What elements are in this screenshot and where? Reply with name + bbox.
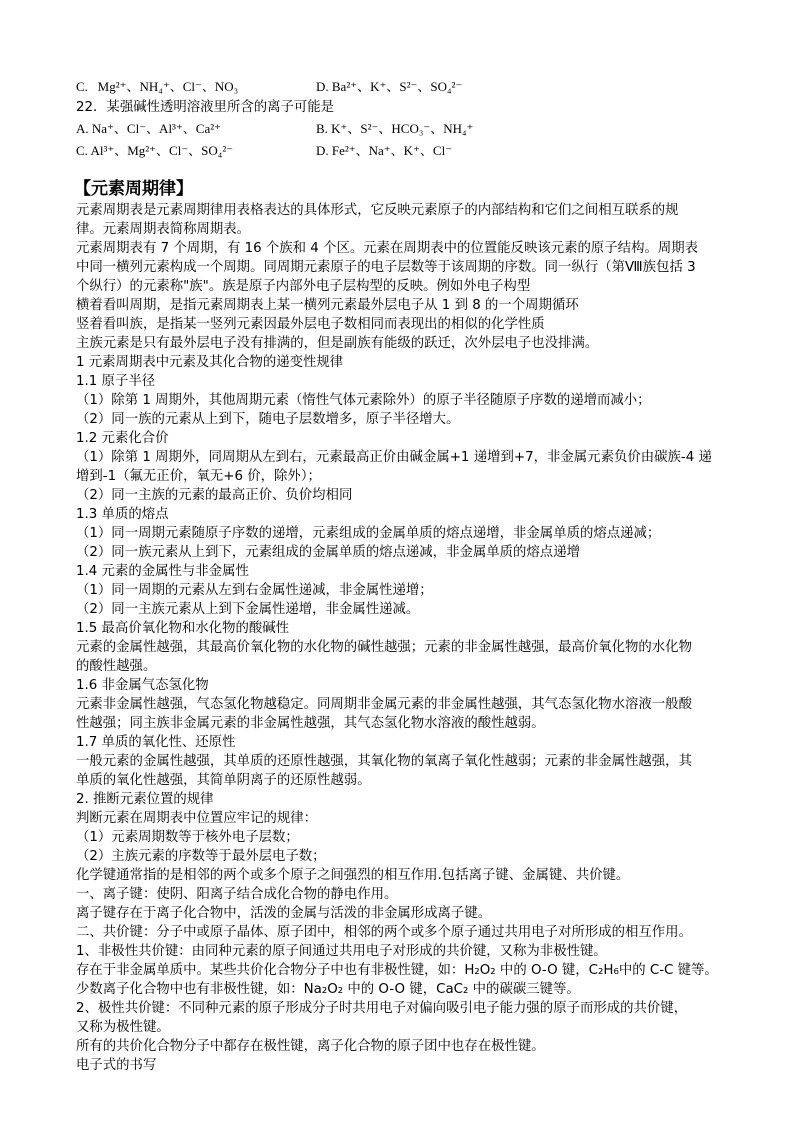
body-line: 又称为极性键。: [76, 1020, 170, 1035]
body-line: 电子式的书写: [76, 1058, 157, 1073]
body-line: 个纵行）的元素称"族"。族是原子内部外电子层构型的反映。例如外电子构型: [76, 279, 531, 294]
body-line: 性越强；同主族非金属元素的非金属性越强，其气态氢化物水溶液的酸性越弱。: [76, 716, 545, 731]
subheading: 1.5 最高价氧化物和水化物的酸碱性: [76, 621, 290, 636]
body-line: 2、极性共价键：不同种元素的原子形成分子时共用电子对偏向吸引电子能力强的原子而形成的共价键，: [76, 1001, 688, 1016]
q22-option-c: C. Al³⁺、Mg²⁺、Cl⁻、SO₄²⁻: [76, 143, 234, 158]
subheading: 1 元素周期表中元素及其化合物的递变性规律: [76, 355, 344, 370]
body-line: 的酸性越强。: [76, 659, 157, 674]
body-line: （1）同一周期的元素从左到右金属性递减，非金属性递增；: [76, 583, 433, 598]
body-line: （2）同一主族的元素的最高正价、负价均相同: [76, 488, 353, 503]
subheading: 1.3 单质的熔点: [76, 507, 169, 522]
body-line: 元素非金属性越强，气态氢化物越稳定。同周期非金属元素的非金属性越强，其气态氢化物水溶液一般酸: [76, 697, 692, 712]
body-line: （1）同一周期元素随原子序数的递增，元素组成的金属单质的熔点递增，非金属单质的熔点递减；: [76, 526, 661, 541]
body-line: 横着看叫周期，是指元素周期表上某一横列元素最外层电子从 1 到 8 的一个周期循环: [76, 298, 579, 313]
body-line: 元素的金属性越强，其最高价氧化物的水化物的碱性越强；元素的非金属性越强，最高价氧化物的水化物: [76, 640, 692, 655]
subheading: 1.1 原子半径: [76, 374, 156, 389]
q21-option-c: C. Mg²⁺、NH₄⁺、Cl⁻、NO₃: [76, 79, 239, 94]
body-line: （2）同一族的元素从上到下，随电子层数增多，原子半径增大。: [76, 412, 460, 427]
body-line: 竖着看叫族，是指某一竖列元素因最外层电子数相同而表现出的相似的化学性质: [76, 317, 545, 332]
body-line: 元素周期表有 7 个周期，有 16 个族和 4 个区。元素在周期表中的位置能反映该元素的原子结构。周期表: [76, 241, 699, 256]
subheading: 2. 推断元素位置的规律: [76, 792, 214, 807]
subheading: 1.2 元素化合价: [76, 431, 169, 446]
body-line: （1）除第 1 周期外，其他周期元素（惰性气体元素除外）的原子半径随原子序数的递增而减小；: [76, 393, 651, 408]
body-line: 化学键通常指的是相邻的两个或多个原子之间强烈的相互作用.包括离子键、金属键、共价键。: [76, 868, 630, 883]
body-line: 少数离子化合物中也有非极性键，如：Na₂O₂ 中的 O-O 键，CaC₂ 中的碳碳三键等。: [76, 982, 580, 997]
body-line: 1、非极性共价键：由同种元素的原子间通过共用电子对形成的共价键，又称为非极性键。: [76, 944, 607, 959]
q22-option-b: B. K⁺、S²⁻、HCO₃⁻、NH₄⁺: [316, 121, 474, 136]
subheading: 1.7 单质的氧化性、还原性: [76, 735, 236, 750]
body-line: 二、共价键：分子中或原子晶体、原子团中，相邻的两个或多个原子通过共用电子对所形成的相互作用。: [76, 925, 692, 940]
body-line: 律。元素周期表简称周期表。: [76, 222, 251, 237]
body-line: 中同一横列元素构成一个周期。同周期元素原子的电子层数等于该周期的序数。同一纵行（第Ⅷ族包括 3: [76, 260, 696, 275]
body-line: 一、离子键：使阴、阳离子结合成化合物的静电作用。: [76, 887, 398, 902]
q22-option-a: A. Na⁺、Cl⁻、Al³⁺、Ca²⁺: [76, 121, 222, 136]
body-line: 增到-1（氟无正价，氧无+6 价，除外）；: [76, 469, 321, 484]
body-line: 元素周期表是元素周期律用表格表达的具体形式，它反映元素原子的内部结构和它们之间相互联系的规: [76, 203, 679, 218]
body-line: （1）除第 1 周期外，同周期从左到右，元素最高正价由碱金属+1 递增到+7，非金属元素负价由碳族-4 递: [76, 450, 712, 465]
q22-stem: 22．某强碱性透明溶液里所含的离子可能是: [76, 100, 335, 115]
body-line: 存在于非金属单质中。某些共价化合物分子中也有非极性键，如：H₂O₂ 中的 O-O 键，C₂H₆中的 C-C 键等。: [76, 963, 718, 978]
subheading: 1.6 非金属气态氢化物: [76, 678, 209, 693]
body-line: 单质的氧化性越强，其简单阴离子的还原性越弱。: [76, 773, 371, 788]
body-line: （2）主族元素的序数等于最外层电子数；: [76, 849, 326, 864]
section-title: 【元素周期律】: [74, 179, 193, 199]
q21-option-d: D. Ba²⁺、K⁺、S²⁻、SO₄²⁻: [316, 79, 463, 94]
body-line: 一般元素的金属性越强，其单质的还原性越强，其氧化物的氧离子氧化性越弱；元素的非金属性越强，其: [76, 754, 692, 769]
subheading: 1.4 元素的金属性与非金属性: [76, 564, 249, 579]
q22-option-d: D. Fe²⁺、Na⁺、K⁺、Cl⁻: [316, 143, 453, 158]
body-line: （2）同一族元素从上到下，元素组成的金属单质的熔点递减，非金属单质的熔点递增: [76, 545, 580, 560]
body-line: 所有的共价化合物分子中都存在极性键，离子化合物的原子团中也存在极性键。: [76, 1039, 545, 1054]
body-line: 判断元素在周期表中位置应牢记的规律：: [76, 811, 318, 826]
body-line: （2）同一主族元素从上到下金属性递增，非金属性递减。: [76, 602, 420, 617]
body-line: （1）元素周期数等于核外电子层数；: [76, 830, 299, 845]
body-line: 离子键存在于离子化合物中，活泼的金属与活泼的非金属形成离子键。: [76, 906, 492, 921]
body-line: 主族元素是只有最外层电子没有排满的，但是副族有能级的跃迁，次外层电子也没排满。: [76, 336, 599, 351]
